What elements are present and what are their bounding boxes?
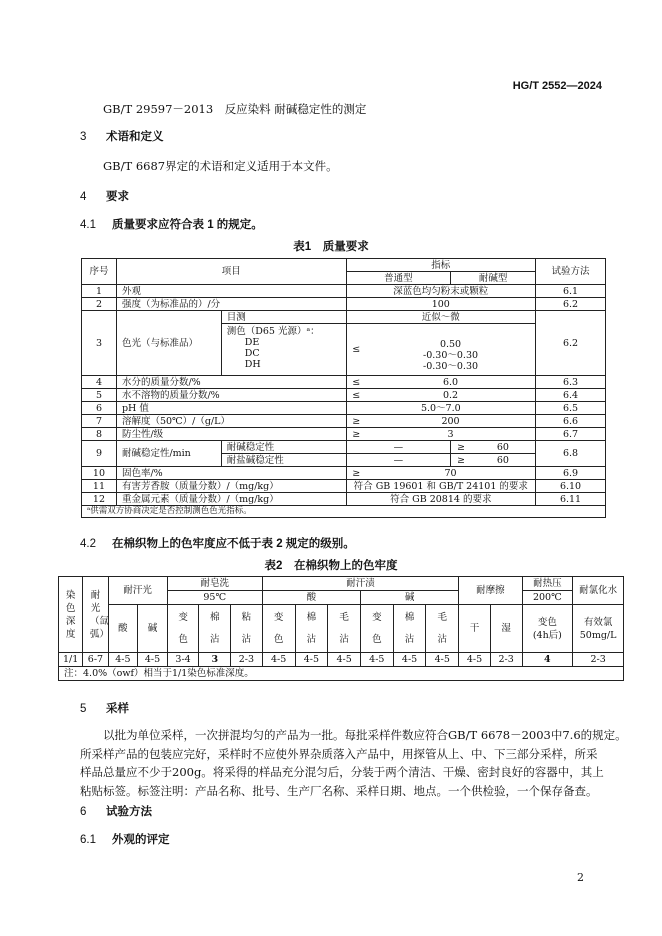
section-6-heading — [80, 803, 152, 819]
cell-rub-wet: 2-3 — [490, 653, 522, 667]
cell-soap-cotton: 3 — [199, 653, 231, 667]
clause-title: 质量要求应符合表 1 的规定。 — [112, 219, 263, 231]
section-number: 5 — [80, 703, 87, 715]
clause-6-1-heading — [80, 831, 170, 847]
header-alk-cotton: 棉沾 — [393, 605, 426, 653]
table-row — [82, 389, 606, 402]
header-light: 耐光（氙弧） — [83, 577, 108, 653]
header-index: 指标 — [346, 259, 536, 272]
table-1-footnote: ᵃ供需双方协商决定是否控制测色色光指标。 — [82, 506, 606, 518]
header-no: 序号 — [82, 259, 117, 285]
row-item: 重金属元素（质量分数）/（mg/kg） — [116, 493, 346, 506]
row-no: 6 — [82, 402, 117, 415]
colour-fastness-table — [58, 576, 624, 681]
paragraph-line: 所采样产品的包装应完好，采样时不应使外界杂质落入产品中，用探管从上、中、下三部分采样，所采 — [80, 746, 598, 761]
clause-title: 在棉织物上的色牢度应不低于表 2 规定的级别。 — [112, 538, 355, 550]
clause-4-1-heading — [80, 216, 263, 232]
row-value: 符合 GB 19601 和 GB/T 24101 的要求 — [346, 480, 536, 493]
alkali-value: 60 — [471, 441, 536, 454]
table-row — [82, 415, 606, 428]
clause-title: 外观的评定 — [112, 834, 170, 846]
section-number: 3 — [80, 131, 87, 143]
row-method: 6.6 — [536, 415, 606, 428]
measure-label: 测色（D65 光源）ᵃ： — [226, 326, 320, 337]
header-perspiration: 耐汗渍 — [262, 577, 458, 591]
section-5-body — [80, 726, 627, 800]
header-acid-wool: 毛沾 — [328, 605, 361, 653]
row-method: 6.5 — [536, 402, 606, 415]
cell-sweat-acid: 4-5 — [108, 653, 138, 667]
row-no: 7 — [82, 415, 117, 428]
section-4-heading — [80, 188, 129, 204]
row-value: 符合 GB 20814 的要求 — [346, 493, 536, 506]
table-row — [82, 298, 606, 311]
cell-depth: 1/1 — [59, 653, 83, 667]
section-5-heading — [80, 700, 129, 716]
alkali-value: 60 — [471, 454, 536, 467]
table-1-caption: 表1 质量要求 — [293, 241, 369, 253]
section-number: 6 — [80, 806, 87, 818]
row-value: 70 — [366, 467, 536, 480]
row-value: 近似～微 — [346, 311, 536, 324]
row-value: 6.0 — [366, 376, 536, 389]
cell-acid-cotton: 4-5 — [295, 653, 328, 667]
value-dh: -0.30～0.30 — [423, 361, 479, 372]
value-de: 0.50 — [439, 339, 462, 350]
section-number: 4 — [80, 191, 87, 203]
header-alkali: 碱 — [360, 591, 458, 605]
header-hot-temp: 200℃ — [522, 591, 573, 605]
operator: ≤ — [346, 376, 366, 389]
header-depth: 染色深度 — [59, 577, 83, 653]
header-soap: 耐皂洗 — [167, 577, 262, 591]
header-acid-cotton: 棉沾 — [295, 605, 328, 653]
cell-hot-press: 4 — [522, 653, 573, 667]
header-sweat-alkali: 碱 — [138, 605, 168, 653]
header-hot-press: 耐热压 — [522, 577, 573, 591]
reference-standard-line: GB/T 29597－2013 反应染料 耐碱稳定性的测定 — [103, 102, 367, 116]
cell-rub-dry: 4-5 — [459, 653, 491, 667]
section-title: 要求 — [106, 191, 129, 203]
row-method: 6.8 — [536, 441, 606, 467]
paragraph-line: 以批为单位采样，一次拼混均匀的产品为一批。每批采样件数应符合GB/T 6678－2003中7.6的规定。 — [103, 728, 627, 742]
table-row — [82, 480, 606, 493]
operator: ≥ — [346, 467, 366, 480]
header-soap-viscose: 粘沾 — [231, 605, 263, 653]
cell-light: 6-7 — [83, 653, 108, 667]
row-subitem — [221, 324, 346, 376]
row-subitem: 目测 — [221, 311, 346, 324]
row-method: 6.10 — [536, 480, 606, 493]
table-row — [82, 376, 606, 389]
cell-alk-wool: 4-5 — [426, 653, 459, 667]
header-alkali: 耐碱型 — [451, 272, 536, 285]
measure-dh: DH — [244, 359, 261, 370]
table-2-note: 注：4.0%（owf）相当于1/1染色标准深度。 — [59, 667, 624, 681]
row-item: 色光（与标准品） — [116, 311, 221, 376]
header-chlorine: 耐氯化水 — [573, 577, 624, 605]
header-acid-shade: 变色 — [262, 605, 295, 653]
table-row — [59, 653, 624, 667]
cell-soap-viscose: 2-3 — [231, 653, 263, 667]
cell-soap-shade: 3-4 — [167, 653, 199, 667]
row-item: 水分的质量分数/% — [116, 376, 346, 389]
header-hot-shade: 变色(4h后) — [522, 605, 573, 653]
table-row — [82, 311, 606, 324]
clause-number: 6.1 — [80, 834, 96, 846]
row-item: 防尘性/级 — [116, 428, 346, 441]
section-title: 试验方法 — [106, 806, 152, 818]
operator: ≥ — [451, 454, 471, 467]
row-item: 外观 — [116, 285, 346, 298]
header-sweat-acid: 酸 — [108, 605, 138, 653]
row-no: 3 — [82, 311, 117, 376]
row-method: 6.4 — [536, 389, 606, 402]
row-value: 深蓝色均匀粉末或颗粒 — [346, 285, 536, 298]
row-item: 溶解度（50℃）/（g/L） — [116, 415, 346, 428]
row-subitem: 耐盐碱稳定性 — [221, 454, 346, 467]
row-item: 水不溶物的质量分数/% — [116, 389, 346, 402]
header-acid: 酸 — [262, 591, 360, 605]
header-alk-shade: 变色 — [360, 605, 393, 653]
cell-acid-wool: 4-5 — [328, 653, 361, 667]
cell-acid-shade: 4-5 — [262, 653, 295, 667]
measure-dc: DC — [244, 348, 260, 359]
operator: ≤ — [346, 389, 366, 402]
row-value: 0.2 — [366, 389, 536, 402]
row-no: 9 — [82, 441, 117, 467]
row-method: 6.1 — [536, 285, 606, 298]
row-value: 100 — [346, 298, 536, 311]
header-alk-wool: 毛沾 — [426, 605, 459, 653]
value-dc: -0.30～0.30 — [423, 350, 479, 361]
row-subitem: 耐碱稳定性 — [221, 441, 346, 454]
row-method: 6.2 — [536, 311, 606, 376]
header-normal: 普通型 — [346, 272, 451, 285]
header-rubbing: 耐摩擦 — [459, 577, 522, 605]
table-row — [82, 467, 606, 480]
row-method: 6.2 — [536, 298, 606, 311]
row-method: 6.9 — [536, 467, 606, 480]
cell-alk-cotton: 4-5 — [393, 653, 426, 667]
header-method: 试验方法 — [536, 259, 606, 285]
paragraph-line: 样品总量应不少于200g。将采得的样品充分混匀后，分装于两个清洁、干燥、密封良好的容器中，其上 — [80, 765, 604, 779]
clause-number: 4.1 — [80, 219, 96, 231]
table-row — [82, 441, 606, 454]
row-item: 耐碱稳定性/min — [116, 441, 221, 467]
row-value — [366, 324, 536, 376]
header-rub-dry: 干 — [459, 605, 491, 653]
row-item: 固色率/% — [116, 467, 346, 480]
row-item: 强度（为标准品的）/分 — [116, 298, 346, 311]
header-item: 项目 — [116, 259, 346, 285]
header-rub-wet: 湿 — [490, 605, 522, 653]
header-soap-temp: 95℃ — [167, 591, 262, 605]
section-3-heading — [80, 128, 164, 144]
header-soap-cotton: 棉沾 — [199, 605, 231, 653]
row-no: 5 — [82, 389, 117, 402]
standard-code-header: HG/T 2552—2024 — [512, 80, 602, 92]
measure-de: DE — [244, 337, 260, 348]
row-no: 8 — [82, 428, 117, 441]
operator: ≥ — [451, 441, 471, 454]
table-row — [82, 285, 606, 298]
row-no: 12 — [82, 493, 117, 506]
row-item: pH 值 — [116, 402, 346, 415]
row-method: 6.3 — [536, 376, 606, 389]
row-no: 10 — [82, 467, 117, 480]
clause-number: 4.2 — [80, 538, 96, 550]
section-title: 采样 — [106, 703, 129, 715]
row-value: 3 — [366, 428, 536, 441]
quality-requirements-table — [81, 258, 606, 518]
header-soap-shade: 变色 — [167, 605, 199, 653]
table-row — [82, 428, 606, 441]
row-no: 2 — [82, 298, 117, 311]
table-row — [82, 493, 606, 506]
row-method: 6.7 — [536, 428, 606, 441]
row-no: 1 — [82, 285, 117, 298]
header-chlorine-col: 有效氯50mg/L — [573, 605, 624, 653]
normal-value: — — [346, 441, 451, 454]
operator: ≥ — [346, 428, 366, 441]
cell-chlorine: 2-3 — [573, 653, 624, 667]
table-row — [82, 402, 606, 415]
normal-value: — — [346, 454, 451, 467]
table-2-caption: 表2 在棉织物上的色牢度 — [264, 560, 398, 572]
cell-alk-shade: 4-5 — [360, 653, 393, 667]
operator: ≤ — [346, 324, 366, 376]
operator: ≥ — [346, 415, 366, 428]
row-no: 11 — [82, 480, 117, 493]
header-sweat-light: 耐汗光 — [108, 577, 167, 605]
clause-4-2-heading — [80, 535, 355, 551]
section-3-text: GB/T 6687界定的术语和定义适用于本文件。 — [103, 159, 338, 173]
row-item: 有害芳香胺（质量分数）/（mg/kg） — [116, 480, 346, 493]
cell-sweat-alkali: 4-5 — [138, 653, 168, 667]
row-method: 6.11 — [536, 493, 606, 506]
row-value: 5.0～7.0 — [346, 402, 536, 415]
page-number: 2 — [577, 871, 584, 884]
paragraph-line: 粘贴标签。标签注明：产品名称、批号、生产厂名称、采样日期、地点。一个供检验，一个保存备查。 — [80, 783, 598, 798]
row-value: 200 — [366, 415, 536, 428]
row-no: 4 — [82, 376, 117, 389]
section-title: 术语和定义 — [106, 131, 164, 143]
